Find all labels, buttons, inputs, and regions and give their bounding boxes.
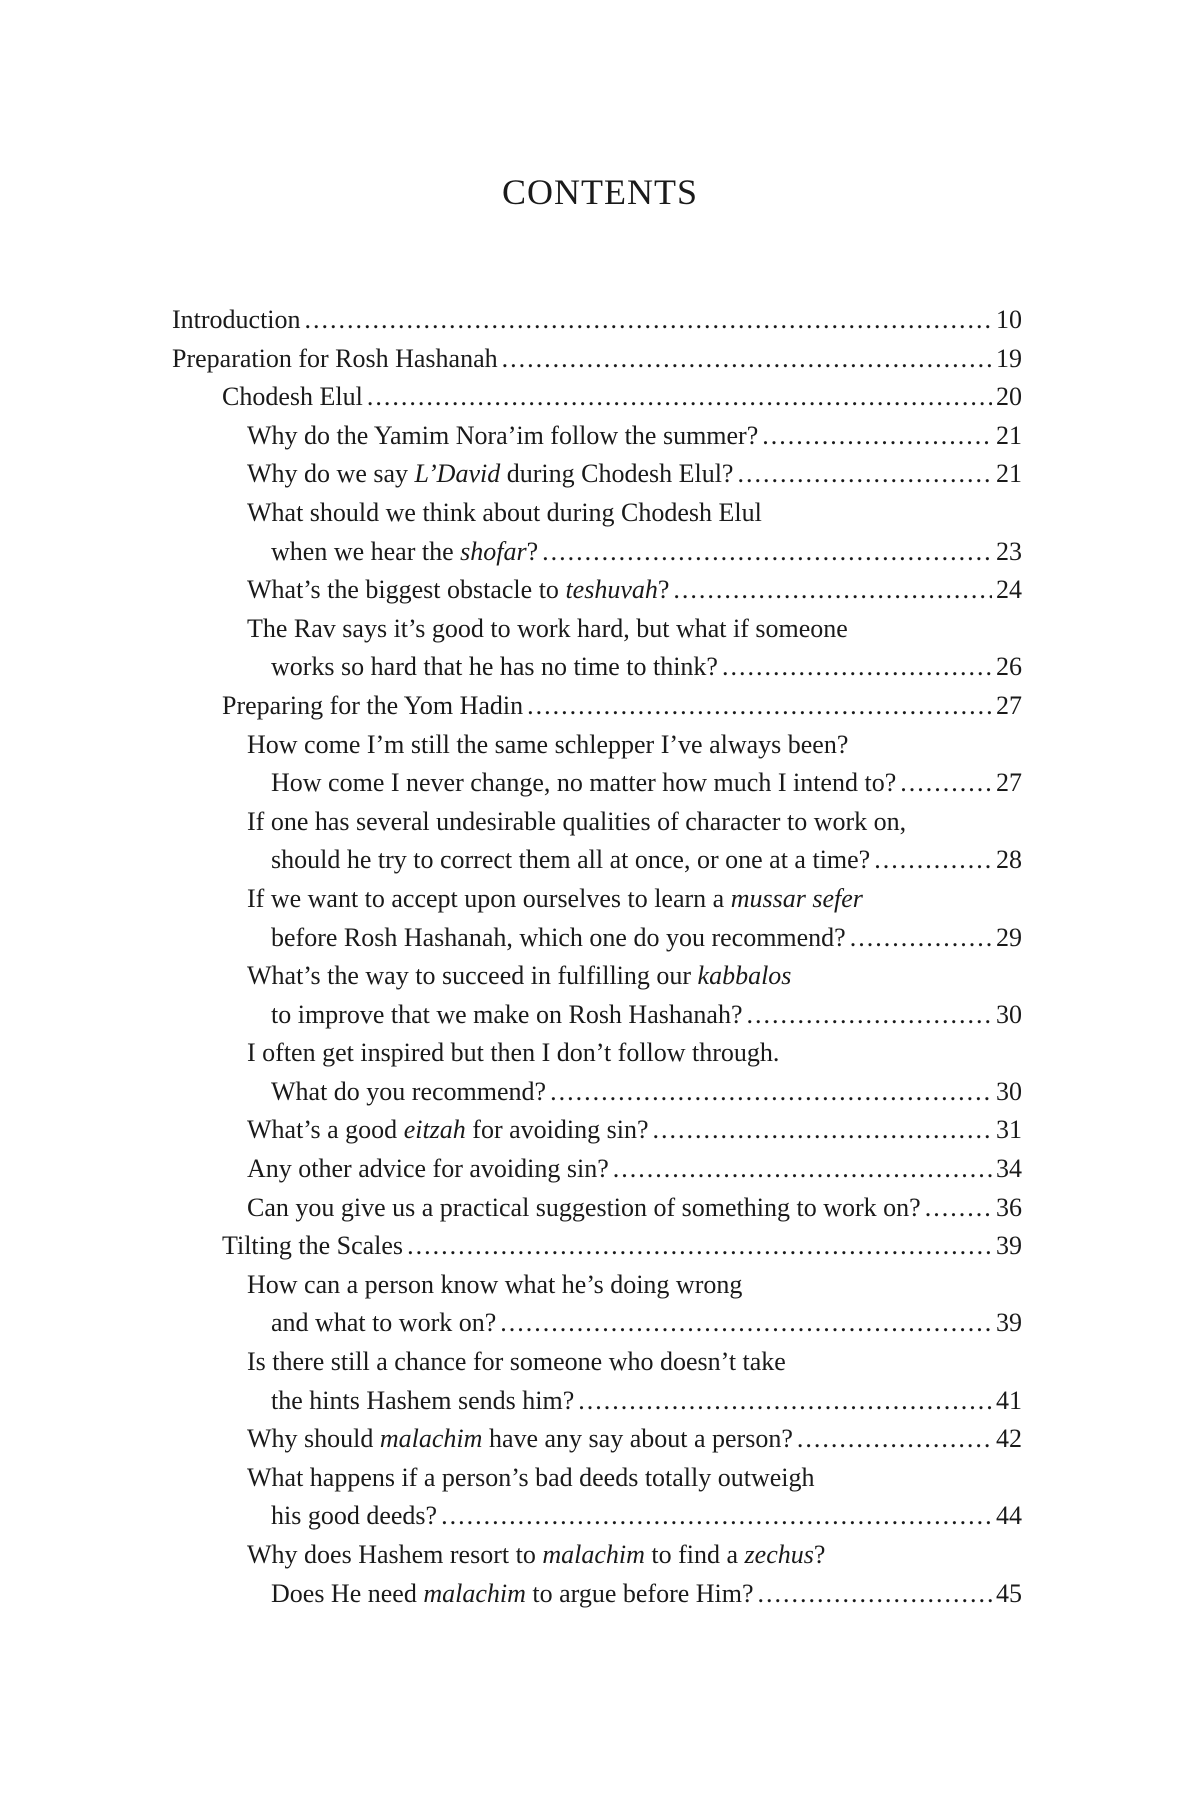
toc-entry-title-continuation [247, 1575, 1022, 1614]
toc-page-number: 34 [996, 1154, 1022, 1184]
toc-entry [172, 340, 1022, 379]
toc-entry-title-continuation [247, 648, 1022, 687]
toc-page-number: 24 [996, 575, 1022, 605]
toc-title-segment: ? [526, 536, 539, 566]
toc-entry-title [247, 455, 733, 494]
toc-entry-title [247, 1150, 609, 1189]
toc-title-segment: Preparing for the Yom Hadin [222, 690, 524, 720]
toc-title-segment: his good deeds? [271, 1501, 438, 1531]
toc-entry-title [247, 571, 669, 610]
toc-title-italic-segment: shofar [460, 536, 527, 566]
toc-entry-title [271, 996, 743, 1035]
toc-entry-title [222, 687, 523, 726]
toc-entry-title [271, 1497, 437, 1536]
toc-title-segment: The Rav says it’s good to work hard, but what if someone [247, 613, 848, 643]
toc-entry-title-line [247, 455, 1022, 494]
toc-page-number: 45 [996, 1578, 1022, 1608]
toc-entry [172, 803, 1022, 880]
toc-title-italic-segment: malachim [379, 1424, 483, 1454]
toc-title-segment: for avoiding sin? [465, 1115, 649, 1145]
toc-entry-title [271, 1575, 754, 1614]
toc-title-italic-segment: eitzah [403, 1115, 466, 1145]
toc-entry-title-continuation [247, 841, 1022, 880]
toc-entry [172, 1227, 1022, 1266]
toc-entry-title [247, 803, 906, 842]
toc-entry-title-line [247, 1420, 1022, 1459]
toc-entry [172, 610, 1022, 687]
toc-title-segment: the hints Hashem sends him? [271, 1385, 575, 1415]
dot-leader [762, 417, 992, 456]
toc-page-number: 20 [996, 382, 1022, 412]
dot-leader [722, 648, 992, 687]
dot-leader [550, 1073, 992, 1112]
dot-leader [925, 1189, 992, 1228]
toc-entry-title-line [247, 957, 1022, 996]
toc-title-segment: Tilting the Scales [222, 1231, 404, 1261]
toc-entry-title [247, 1536, 825, 1575]
toc-page-number: 39 [996, 1231, 1022, 1261]
toc-title-segment: to argue before Him? [525, 1578, 754, 1608]
toc-entry [172, 1111, 1022, 1150]
toc-title-italic-segment: malachim [542, 1540, 645, 1569]
toc-entry [172, 880, 1022, 957]
dot-leader [673, 571, 992, 610]
dot-leader [758, 1575, 992, 1614]
toc-page-number: 26 [996, 652, 1022, 682]
toc-title-italic-segment: mussar sefer [730, 883, 863, 913]
toc-entry-title-line [247, 1111, 1022, 1150]
toc-entry-title-line [222, 1227, 1022, 1266]
dot-leader [527, 687, 992, 726]
toc-entry-title [247, 1459, 815, 1498]
toc-entry [172, 378, 1022, 417]
dot-leader [407, 1227, 992, 1266]
dot-leader [613, 1150, 992, 1189]
toc-entry-title-line [247, 1343, 1022, 1382]
toc-title-segment: during Chodesh Elul? [500, 459, 734, 489]
toc-page-number: 42 [996, 1424, 1022, 1454]
toc-entry-title [247, 494, 762, 533]
toc-entry-title-continuation [247, 764, 1022, 803]
toc-title-segment: What’s the way to succeed in fulfilling our [247, 961, 698, 991]
toc-title-segment: before Rosh Hashanah, which one do you recommend? [271, 922, 846, 952]
toc-title-segment: when we hear the [271, 536, 461, 566]
toc-title-segment: What’s a good [247, 1115, 404, 1145]
toc-title-italic-segment: kabbalos [697, 961, 792, 991]
toc-title-segment: have any say about a person? [482, 1424, 793, 1454]
toc-title-segment: Why do the Yamim Nora’im follow the summer? [247, 420, 759, 450]
toc-title-segment: What do you recommend? [271, 1076, 547, 1106]
toc-entry-title [247, 1111, 648, 1150]
toc-entry [172, 687, 1022, 726]
toc-title-segment: Chodesh Elul [222, 382, 363, 412]
toc-page-number: 27 [996, 690, 1022, 720]
toc-page-number: 21 [996, 459, 1022, 489]
toc-page-number: 28 [996, 845, 1022, 875]
dot-leader [900, 764, 992, 803]
toc-page-number: 36 [996, 1192, 1022, 1222]
dot-leader [367, 378, 992, 417]
toc-entry-title [271, 764, 896, 803]
toc-entry [172, 1420, 1022, 1459]
dot-leader [874, 841, 992, 880]
toc-title-segment: should he try to correct them all at once, or one at a time? [271, 845, 871, 875]
toc-page-number: 44 [996, 1501, 1022, 1531]
toc-entry-title [271, 533, 538, 572]
toc-entry [172, 1189, 1022, 1228]
toc-entry-title [271, 1304, 496, 1343]
toc-title-segment: Preparation for Rosh Hashanah [172, 343, 498, 373]
toc-entry-title [172, 301, 301, 340]
toc-title-segment: Any other advice for avoiding sin? [247, 1154, 609, 1184]
toc-title-segment: to find a [644, 1540, 745, 1569]
toc-page-number: 27 [996, 768, 1022, 798]
toc-title-segment: Why does Hashem resort to [247, 1540, 543, 1569]
dot-leader [652, 1111, 992, 1150]
toc-title-segment: ? [813, 1540, 826, 1569]
toc-title-segment: What happens if a person’s bad deeds totally outweigh [247, 1462, 815, 1492]
toc-entry-title-line [247, 1189, 1022, 1228]
toc-page-number: 19 [996, 343, 1022, 373]
toc-title-italic-segment: teshuvah [565, 575, 658, 605]
toc-title-segment: What should we think about during Chodesh Elul [247, 497, 762, 527]
toc-entry-title-line [247, 571, 1022, 610]
toc-entry-title-line [247, 1034, 1022, 1073]
toc-entry [172, 455, 1022, 494]
toc-entry [172, 1343, 1022, 1420]
toc-entry-title [247, 610, 848, 649]
toc-entry-title-continuation [247, 1497, 1022, 1536]
toc-entry-title-line [247, 494, 1022, 533]
toc-entry [172, 571, 1022, 610]
toc-title-segment: and what to work on? [271, 1308, 497, 1338]
toc-entry [172, 957, 1022, 1034]
toc-entry-title-line [247, 726, 1022, 765]
dot-leader [578, 1382, 992, 1421]
toc-entry-title-continuation [247, 1382, 1022, 1421]
toc-entry-title-line [247, 1459, 1022, 1498]
toc-entry-title-line [247, 1150, 1022, 1189]
toc-page-number: 21 [996, 420, 1022, 450]
toc-entry [172, 1266, 1022, 1343]
toc-title-segment: How come I’m still the same schlepper I’ve always been? [247, 729, 849, 759]
dot-leader [305, 301, 992, 340]
dot-leader [747, 996, 993, 1035]
toc-page-number: 41 [996, 1385, 1022, 1415]
toc-page-number: 31 [996, 1115, 1022, 1145]
toc-entry-title [271, 919, 846, 958]
dot-leader [500, 1304, 992, 1343]
toc-entry-title-line [222, 687, 1022, 726]
toc-title-segment: Why do we say [247, 459, 415, 489]
dot-leader [737, 455, 992, 494]
toc-entry-title-line [247, 1536, 1022, 1575]
toc-entry-title [222, 1227, 403, 1266]
toc-entry-title [271, 841, 870, 880]
toc-entry [172, 1150, 1022, 1189]
toc-entry-title-line [222, 378, 1022, 417]
toc-page-number: 39 [996, 1308, 1022, 1338]
toc-title-segment: to improve that we make on Rosh Hashanah? [271, 999, 743, 1029]
toc-entry-title-continuation [247, 996, 1022, 1035]
toc-title-italic-segment: malachim [423, 1578, 526, 1608]
toc-title-segment: If we want to accept upon ourselves to learn a [247, 883, 731, 913]
toc-title-italic-segment: zechus [744, 1540, 814, 1569]
toc-title-segment: How come I never change, no matter how much I intend to? [271, 768, 897, 798]
toc-entry-title [247, 957, 791, 996]
toc-page-number: 10 [996, 305, 1022, 334]
toc-entry-title-line [247, 1266, 1022, 1305]
dot-leader [441, 1497, 992, 1536]
toc-entry [172, 1459, 1022, 1536]
toc-entry [172, 726, 1022, 803]
toc-title-segment: I often get inspired but then I don’t follow through. [247, 1038, 780, 1068]
page-title: CONTENTS [502, 172, 698, 212]
toc-entry-title [172, 340, 498, 379]
toc-entry-title-line [247, 803, 1022, 842]
toc-page-number: 29 [996, 922, 1022, 952]
toc-title-segment: Introduction [172, 305, 301, 334]
toc-entry-title-line [247, 880, 1022, 919]
dot-leader [797, 1420, 992, 1459]
toc-entry-title [247, 1343, 786, 1382]
toc-entry-title-line [172, 301, 1022, 340]
toc-title-segment: Does He need [271, 1578, 424, 1608]
toc-entry-title [247, 1189, 921, 1228]
toc-entry-title [247, 726, 848, 765]
toc-title-segment: What’s the biggest obstacle to [247, 575, 566, 605]
dot-leader [502, 340, 992, 379]
toc-entry-title [222, 378, 363, 417]
toc-entry-title-line [172, 340, 1022, 379]
toc-entry [172, 1536, 1022, 1613]
toc-entry-title [271, 1073, 546, 1112]
toc-entry-title-continuation [247, 1304, 1022, 1343]
toc-entry-title-continuation [247, 533, 1022, 572]
toc-entry [172, 417, 1022, 456]
toc-title-segment: How can a person know what he’s doing wrong [247, 1269, 743, 1299]
toc-entry-title [271, 648, 718, 687]
toc-entry-title [271, 1382, 574, 1421]
toc-title-segment: Why should [247, 1424, 380, 1454]
toc-title-segment: works so hard that he has no time to think? [271, 652, 718, 682]
toc-page-number: 23 [996, 536, 1022, 566]
table-of-contents [172, 301, 1022, 1613]
toc-page-number: 30 [996, 999, 1022, 1029]
toc-title-italic-segment: L’David [414, 459, 501, 489]
toc-entry-title [247, 417, 758, 456]
toc-entry-title [247, 1034, 779, 1073]
toc-entry-title [247, 880, 863, 919]
toc-entry [172, 494, 1022, 571]
toc-title-segment: ? [657, 575, 670, 605]
toc-entry [172, 301, 1022, 340]
toc-entry-title-continuation [247, 919, 1022, 958]
toc-entry-title-continuation [247, 1073, 1022, 1112]
toc-entry [172, 1034, 1022, 1111]
toc-entry-title [247, 1266, 742, 1305]
toc-title-segment: If one has several undesirable qualities of character to work on, [247, 806, 907, 836]
toc-title-segment: Can you give us a practical suggestion of something to work on? [247, 1192, 921, 1222]
dot-leader [850, 919, 992, 958]
dot-leader [542, 533, 992, 572]
toc-title-segment: Is there still a chance for someone who doesn’t take [247, 1347, 786, 1377]
toc-entry-title [247, 1420, 793, 1459]
toc-page-number: 30 [996, 1076, 1022, 1106]
toc-entry-title-line [247, 610, 1022, 649]
toc-entry-title-line [247, 417, 1022, 456]
